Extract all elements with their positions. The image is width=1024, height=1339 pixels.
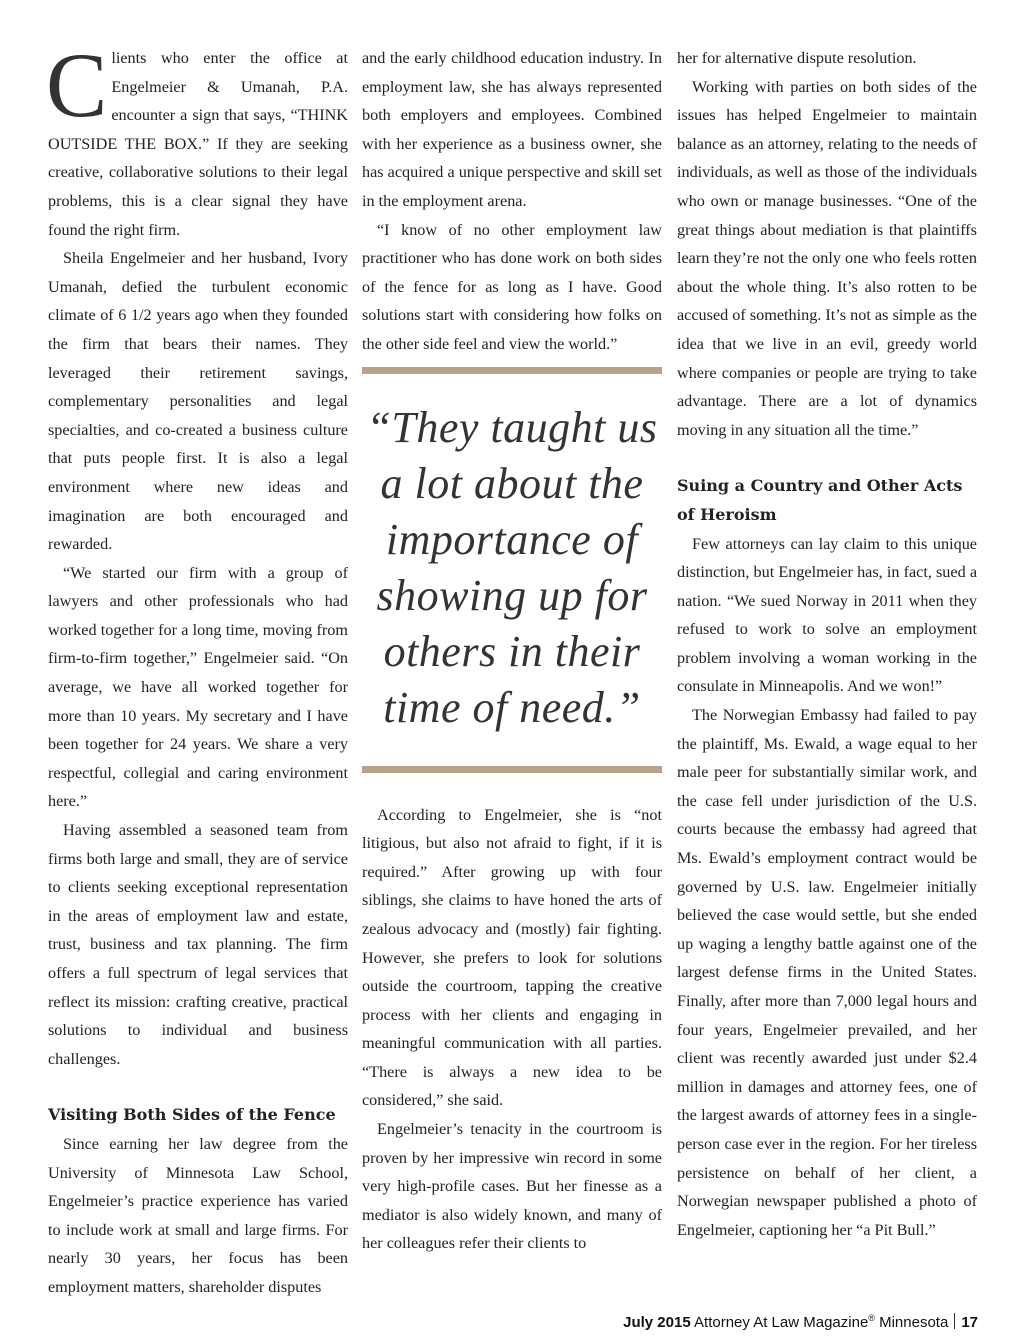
section-heading-suing: Suing a Country and Other Acts of Heroism xyxy=(677,476,963,524)
pull-quote: “They taught us a lot about the importance of showing up for others in their time of need.” xyxy=(362,367,662,773)
body-paragraph: According to Engelmeier, she is “not litigious, but also not afraid to fight, if it is required.” After growing up with four siblings, she claims to have honed the arts of zealous advocacy and (mostly) fair fighting. However, she prefers to look for solutions outside the courtroom, tapping the creative process with her clients and engaging in meaningful communication with all parties. “There is always a new idea to be considered,” she said. xyxy=(362,805,662,1110)
body-paragraph: Few attorneys can lay claim to this unique distinction, but Engelmeier has, in fact, sued a nation. “We sued Norway in 2011 when they refused to work to solve an employment problem involving a woman working in the consulate in Minneapolis. And we won!” xyxy=(677,534,977,696)
body-paragraph: Working with parties on both sides of the issues has helped Engelmeier to maintain balance as an attorney, relating to the needs of individuals, as well as those of the individuals who own or manage businesses. “One of the great things about mediation is that plaintiffs learn they’re not the only one who feels rotten about the whole thing. It’s also rotten to be accused of something. It’s not as simple as the idea that we live in an evil, greedy world where companies or people are trying to take advantage. There are a lot of dynamics moving in any situation all the time.” xyxy=(677,77,977,439)
intro-paragraph xyxy=(46,34,348,244)
article-column-1 xyxy=(46,34,348,1302)
body-paragraph: “I know of no other employment law practitioner who has done work on both sides of the fence for as long as I have. Good solutions start with considering how folks on the other side feel and view the world.” xyxy=(362,220,662,353)
intro-text: lients who enter the office at Engelmeier & Umanah, P.A. encounter a sign that says, “THINK OUTSIDE THE BOX.” If they are seeking creative, collaborative solutions to their legal problems, this is a clear signal they have found the right firm. xyxy=(48,49,348,239)
body-paragraph: her for alternative dispute resolution. xyxy=(677,49,917,67)
footer-magazine: Attorney At Law Magazine xyxy=(694,1314,869,1331)
section-heading-visiting: Visiting Both Sides of the Fence xyxy=(48,1105,336,1125)
drop-cap: C xyxy=(46,34,108,136)
body-paragraph: The Norwegian Embassy had failed to pay the plaintiff, Ms. Ewald, a wage equal to her male peer for substantially similar work, and the case fell under jurisdiction of the U.S. courts because the embassy had agreed that Ms. Ewald’s employment contract would be governed by U.S. law. Engelmeier initially believed the case would settle, but she ended up waging a lengthy battle against one of the largest defense firms in the United States. Finally, after more than 7,000 legal hours and four years, Engelmeier prevailed, and her client was recently awarded just under $2.4 million in damages and attorney fees, one of the largest awards of attorney fees in a single-person case ever in the region. For her tireless persistence on behalf of her client, a Norwegian newspaper published a photo of Engelmeier, captioning her “a Pit Bull.” xyxy=(677,706,977,1239)
body-paragraph: “We started our firm with a group of lawyers and other professionals who had worked together for a long time, moving from firm-to-firm together,” Engelmeier said. “On average, we have all worked together for more than 10 years. My secretary and I have been together for 24 years. We share a very respectful, collegial and caring environment here.” xyxy=(48,563,348,811)
page-number: 17 xyxy=(961,1314,978,1331)
body-paragraph: Engelmeier’s tenacity in the courtroom is proven by her impressive win record in some very high-profile cases. But her finesse as a mediator is also widely known, and many of her colleagues refer their clients to xyxy=(362,1120,662,1253)
body-paragraph: Sheila Engelmeier and her husband, Ivory Umanah, defied the turbulent economic climate of 6 1/2 years ago when they founded the firm that bears their names. They leveraged their retirement savings, complementary personalities and legal specialties, and co-created a business culture that puts people first. It is also a legal environment where new ideas and imagination are both encouraged and rewarded. xyxy=(48,249,348,554)
article-column-2 xyxy=(362,44,662,1258)
footer-date: July 2015 xyxy=(623,1314,691,1331)
registered-mark: ® xyxy=(868,1313,875,1323)
footer-region: Minnesota xyxy=(879,1314,949,1331)
article-column-3 xyxy=(677,44,977,1244)
body-paragraph: and the early childhood education industry. In employment law, she has always represented both employers and employees. Combined with her experience as a business owner, she has acquired a unique perspective and skill set in the employment arena. xyxy=(362,49,662,210)
page-footer xyxy=(623,1313,978,1331)
body-paragraph: Since earning her law degree from the University of Minnesota Law School, Engelmeier’s practice experience has varied to include work at small and large firms. For nearly 30 years, her focus has been employment matters, shareholder disputes xyxy=(48,1134,348,1296)
body-paragraph: Having assembled a seasoned team from firms both large and small, they are of service to clients seeking exceptional representation in the areas of employment law and estate, trust, business and tax planning. The firm offers a full spectrum of legal services that reflect its mission: crafting creative, practical solutions to individual and business challenges. xyxy=(48,821,348,1068)
footer-divider xyxy=(954,1313,955,1329)
